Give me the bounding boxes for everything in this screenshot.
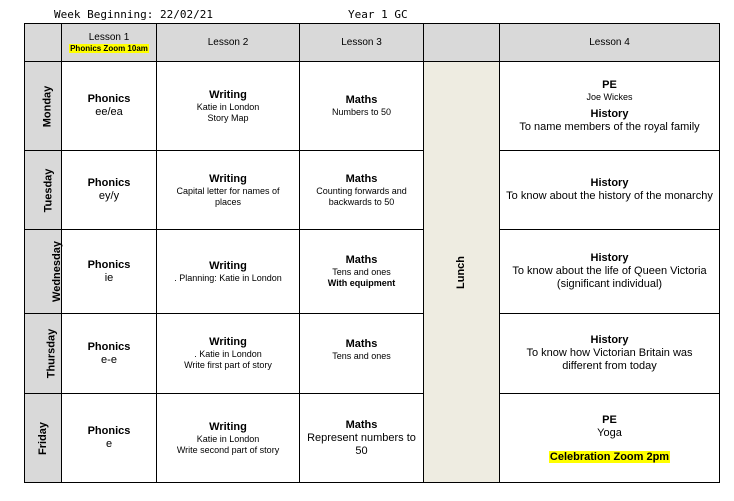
- lesson3-header: Lesson 3: [300, 24, 424, 62]
- subject: Writing: [209, 420, 247, 433]
- detail: Katie in London: [196, 433, 260, 444]
- detail: Story Map: [207, 112, 249, 123]
- lesson1-cell: [62, 394, 157, 483]
- subject: History: [590, 177, 629, 189]
- subject: Phonics: [87, 340, 131, 353]
- day-cell: [25, 394, 62, 483]
- lesson2-cell: [157, 394, 300, 483]
- detail: Write second part of story: [176, 444, 280, 455]
- lesson3-cell: [300, 62, 424, 151]
- detail: . Planning: Katie in London: [174, 272, 282, 283]
- subject: Maths: [345, 94, 378, 106]
- monday-row: [25, 62, 720, 151]
- subject: History: [590, 252, 629, 264]
- lesson1-cell: [62, 151, 157, 230]
- wednesday-row: [25, 230, 720, 314]
- tuesday-row: [25, 151, 720, 230]
- subject: Writing: [209, 259, 247, 272]
- day-label: Thursday: [45, 328, 58, 379]
- detail: Capital letter for names of: [176, 185, 280, 196]
- lesson2-cell: [157, 230, 300, 314]
- day-cell: [25, 230, 62, 314]
- year-class-label: Year 1 GC: [348, 8, 408, 21]
- lesson2-header: Lesson 2: [157, 24, 300, 62]
- lesson3-cell: [300, 394, 424, 483]
- friday-row: [25, 394, 720, 483]
- day-cell: [25, 314, 62, 394]
- day-label: Tuesday: [42, 168, 55, 212]
- lesson1-cell: [62, 62, 157, 151]
- lunch-label: Lunch: [455, 255, 467, 289]
- detail: Tens and ones: [332, 267, 391, 277]
- detail: Counting forwards and: [316, 185, 407, 196]
- detail: Tens and ones: [332, 350, 391, 361]
- subject: Writing: [209, 336, 247, 348]
- subject: Maths: [345, 254, 378, 266]
- thursday-row: [25, 314, 720, 394]
- lesson3-cell: [300, 230, 424, 314]
- subject: Phonics: [87, 258, 131, 271]
- detail: ee/ea: [95, 106, 123, 118]
- subject: Phonics: [87, 93, 131, 105]
- detail: . Katie in London: [194, 349, 262, 359]
- detail: ey/y: [98, 190, 120, 202]
- subject: Writing: [209, 88, 247, 101]
- detail: To name members of the royal family: [519, 120, 700, 133]
- detail: Katie in London: [196, 101, 260, 112]
- subject: History: [590, 334, 629, 346]
- timetable: [24, 23, 720, 483]
- lunch-cell: [424, 62, 500, 483]
- day-cell: [25, 62, 62, 151]
- detail: With equipment: [327, 278, 396, 288]
- lesson1-cell: [62, 230, 157, 314]
- corner-cell: [25, 24, 62, 62]
- subject: Writing: [209, 172, 247, 185]
- detail: Write first part of story: [184, 360, 272, 370]
- detail: Represent numbers to: [307, 431, 416, 444]
- lesson3-cell: [300, 151, 424, 230]
- detail: To know how Victorian Britain was: [526, 347, 693, 359]
- lesson2-cell: [157, 314, 300, 394]
- lunch-header: [424, 24, 500, 62]
- detail: e-e: [101, 353, 117, 366]
- lesson4-cell: [500, 394, 720, 483]
- lesson1-title: Lesson 1: [88, 31, 130, 43]
- day-label: Friday: [37, 421, 50, 455]
- detail: Numbers to 50: [331, 107, 392, 117]
- lesson4-cell: [500, 62, 720, 151]
- lesson4-cell: [500, 314, 720, 394]
- day-label: Wednesday: [50, 241, 63, 302]
- day-label: Monday: [41, 85, 54, 127]
- subject: Phonics: [87, 425, 131, 437]
- week-beginning-label: Week Beginning: 22/02/21: [54, 8, 213, 21]
- subject: PE: [602, 413, 617, 426]
- detail: To know about the history of the monarchy: [506, 190, 713, 202]
- detail: e: [105, 438, 113, 450]
- detail: places: [214, 196, 241, 207]
- lesson3-cell: [300, 314, 424, 394]
- lesson4-cell: [500, 151, 720, 230]
- detail: different from today: [562, 360, 657, 372]
- detail: backwards to 50: [328, 196, 395, 207]
- detail: Yoga: [597, 426, 622, 439]
- lesson1-cell: [62, 314, 157, 394]
- lesson2-cell: [157, 151, 300, 230]
- detail: To know about the life of Queen Victoria: [512, 265, 707, 277]
- detail: 50: [355, 444, 368, 457]
- detail: Joe Wickes: [586, 91, 633, 102]
- subject: Maths: [345, 172, 378, 185]
- detail: (significant individual): [556, 278, 663, 290]
- subject: History: [590, 107, 629, 120]
- lesson4-header: Lesson 4: [500, 24, 720, 62]
- lesson1-header: [62, 24, 157, 62]
- lesson2-cell: [157, 62, 300, 151]
- phonics-zoom-note: Phonics Zoom 10am: [70, 43, 148, 53]
- detail: ie: [104, 271, 114, 284]
- subject: Phonics: [87, 177, 131, 189]
- subject: PE: [602, 78, 617, 91]
- day-cell: [25, 151, 62, 230]
- header-row: [25, 24, 720, 62]
- subject: Maths: [345, 337, 378, 350]
- lesson4-cell: [500, 230, 720, 314]
- subject: Maths: [345, 418, 378, 431]
- celebration-zoom-note: Celebration Zoom 2pm: [549, 450, 670, 463]
